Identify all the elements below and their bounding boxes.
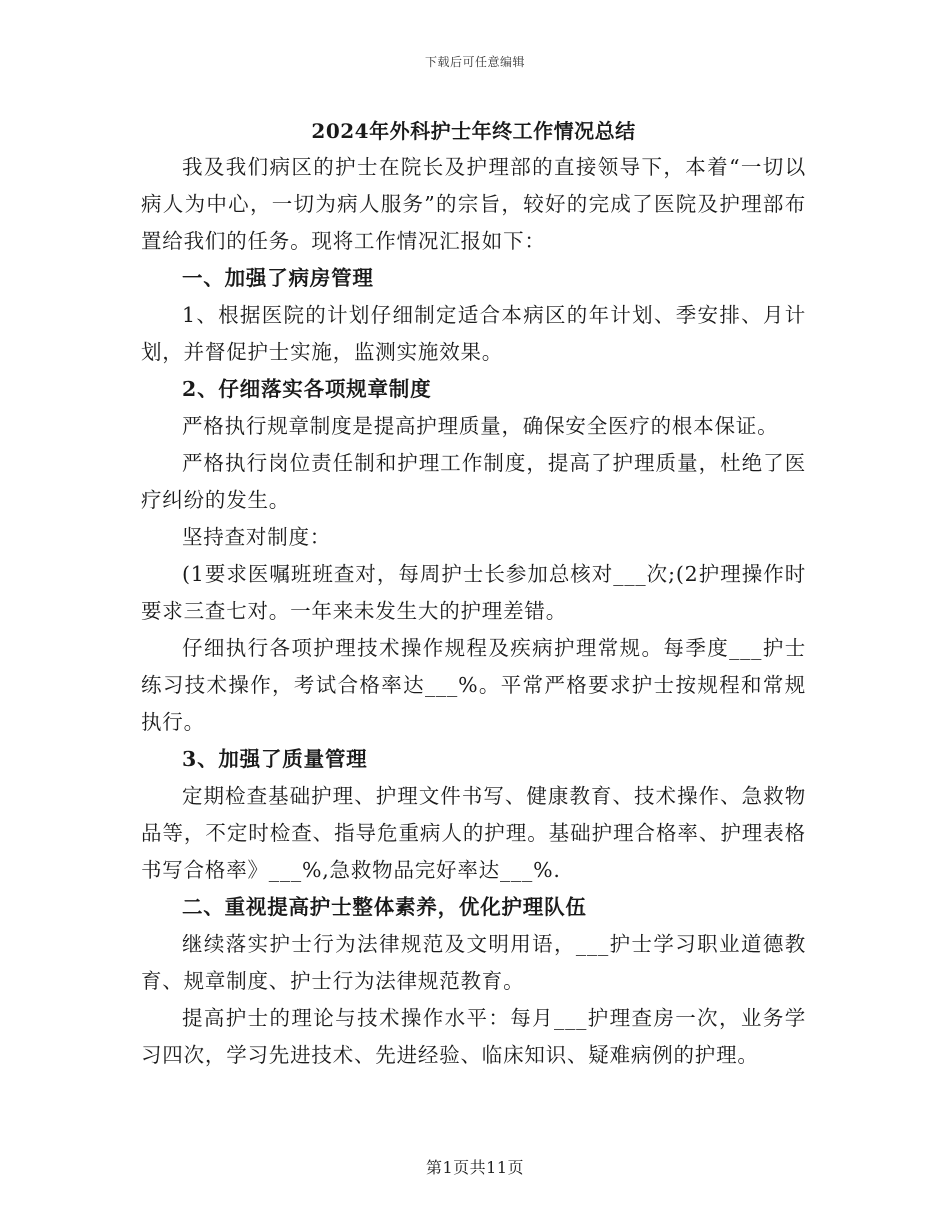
section-heading: 2、仔细落实各项规章制度 (182, 377, 432, 401)
paragraph: 定期检查基础护理、护理文件书写、健康教育、技术操作、急救物品等，不定时检查、指导危重病人的护理。基础护理合格率、护理表格书写合格率》___%,急救物品完好率达___%. (141, 784, 806, 882)
section-heading: 一、加强了病房管理 (182, 266, 374, 290)
paragraph: 仔细执行各项护理技术操作规程及疾病护理常规。每季度___护士练习技术操作，考试合格率达___%。平常严格要求护士按规程和常规执行。 (141, 636, 806, 734)
paragraph: 坚持查对制度： (182, 525, 332, 549)
paragraph: 我及我们病区的护士在院长及护理部的直接领导下，本着“一切以病人为中心，一切为病人服务”的宗旨，较好的完成了医院及护理部布置给我们的任务。现将工作情况汇报如下： (141, 155, 806, 253)
paragraph: 严格执行岗位责任制和护理工作制度，提高了护理质量，杜绝了医疗纠纷的发生。 (141, 451, 806, 512)
header-note: 下载后可任意编辑 (424, 55, 525, 69)
section-heading: 二、重视提高护士整体素养，优化护理队伍 (182, 895, 587, 919)
page-number-footer: 第1页共11页 (425, 1158, 525, 1177)
section-heading: 3、加强了质量管理 (182, 747, 368, 771)
paragraph: 继续落实护士行为法律规范及文明用语，___护士学习职业道德教育、规章制度、护士行为法律规范教育。 (141, 932, 806, 993)
paragraph: 提高护士的理论与技术操作水平：每月___护理查房一次，业务学习四次，学习先进技术、先进经验、临床知识、疑难病例的护理。 (141, 1006, 806, 1067)
paragraph: 1、根据医院的计划仔细制定适合本病区的年计划、季安排、月计划，并督促护士实施，监测实施效果。 (141, 303, 806, 364)
document-title: 2024年外科护士年终工作情况总结 (311, 119, 636, 143)
paragraph: (1要求医嘱班班查对，每周护士长参加总核对___次;(2护理操作时要求三查七对。一年来未发生大的护理差错。 (141, 562, 806, 623)
paragraph: 严格执行规章制度是提高护理质量，确保安全医疗的根本保证。 (182, 414, 779, 438)
document-body (141, 113, 806, 1074)
